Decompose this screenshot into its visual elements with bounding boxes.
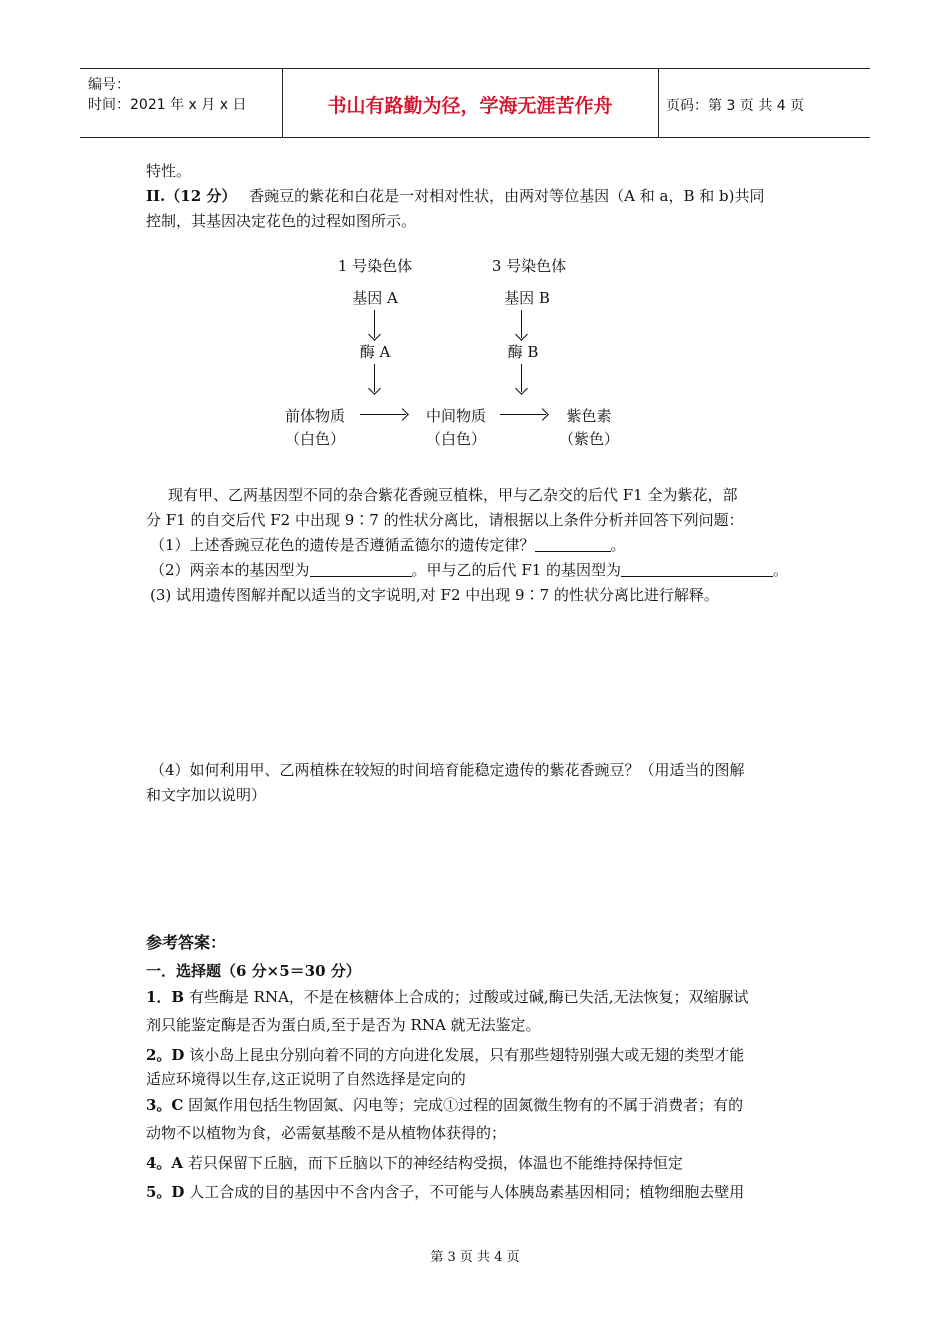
- answer-number: 1．B: [146, 988, 185, 1006]
- number-label: 编号：: [88, 77, 130, 93]
- section-label: II.（12 分）: [146, 187, 237, 205]
- header-meta: [88, 75, 246, 115]
- enzyme-a-label: 酶 A: [359, 343, 391, 361]
- answer-5: [146, 1181, 744, 1203]
- answer-3: [146, 1094, 743, 1116]
- header-divider: [658, 69, 659, 137]
- question-2-text: （2）两亲本的基因型为: [150, 561, 310, 579]
- chromosome-1-label: 1 号染色体: [337, 257, 413, 275]
- text-line: 分 F1 的自交后代 F2 中出现 9∶7 的性状分离比，请根据以上条件分析并回答下列问题：: [146, 511, 744, 529]
- text-line: 控制，其基因决定花色的过程如图所示。: [146, 212, 417, 230]
- intro-text: 香豌豆的紫花和白花是一对相对性状，由两对等位基因（A 和 a，B 和 b)共同: [249, 187, 765, 205]
- answers-section-title: 一．选择题（6 分×5＝30 分）: [146, 962, 361, 980]
- answer-4: [146, 1152, 683, 1174]
- text-line: 适应环境得以生存,这正说明了自然选择是定向的: [146, 1070, 466, 1088]
- answer-text: 固氮作用包括生物固氮、闪电等；完成①过程的固氮微生物有的不属于消费者；有的: [188, 1096, 744, 1114]
- question-2-text: 。甲与乙的后代 F1 的基因型为: [411, 561, 622, 579]
- text-line: 动物不以植物为食，必需氨基酸不是从植物体获得的；: [146, 1124, 507, 1142]
- answer-1: [146, 986, 748, 1008]
- arrow-down-icon: [374, 310, 375, 338]
- arrow-right-icon: [360, 414, 406, 415]
- intermediate-label: 中间物质: [425, 407, 486, 425]
- intermediate-color-label: （白色）: [425, 430, 486, 448]
- text-line: 和文字加以说明）: [146, 786, 267, 804]
- answer-number: 2。D: [146, 1046, 185, 1064]
- gene-a-label: 基因 A: [352, 289, 398, 307]
- page-header: [80, 68, 870, 138]
- gene-b-label: 基因 B: [504, 289, 550, 307]
- punctuation: 。: [610, 536, 626, 554]
- arrow-down-icon: [521, 364, 522, 392]
- pigment-label: 紫色素: [566, 407, 612, 425]
- answer-text: 该小岛上昆虫分别向着不同的方向进化发展，只有那些翅特别强大或无翅的类型才能: [189, 1046, 745, 1064]
- answer-text: 人工合成的目的基因中不含内含子，不可能与人体胰岛素基因相同；植物细胞去壁用: [189, 1183, 745, 1201]
- question-2: [150, 559, 788, 581]
- precursor-label: 前体物质: [284, 407, 345, 425]
- arrow-down-icon: [521, 310, 522, 338]
- answer-number: 5。D: [146, 1183, 185, 1201]
- answer-number: 3。C: [146, 1096, 184, 1114]
- answer-text: 有些酶是 RNA，不是在核糖体上合成的；过酸或过碱,酶已失活,无法恢复；双缩脲试: [188, 988, 749, 1006]
- arrow-right-icon: [500, 414, 546, 415]
- page-footer: 第 3 页 共 4 页: [430, 1250, 520, 1265]
- header-page-info: 页码：第 3 页 共 4 页: [666, 98, 805, 114]
- question-1-text: （1）上述香豌豆花色的遗传是否遵循孟德尔的遗传定律？: [150, 536, 535, 554]
- answer-blank[interactable]: [621, 561, 773, 577]
- question-4: （4）如何利用甲、乙两植株在较短的时间培育能稳定遗传的紫花香豌豆？（用适当的图解: [150, 761, 745, 779]
- answer-text: 若只保留下丘脑，而下丘脑以下的神经结构受损，体温也不能维持保持恒定: [187, 1154, 683, 1172]
- arrow-down-icon: [374, 364, 375, 392]
- punctuation: 。: [773, 561, 789, 579]
- question-intro: [146, 185, 764, 207]
- chromosome-3-label: 3 号染色体: [491, 257, 567, 275]
- enzyme-b-label: 酶 B: [507, 343, 539, 361]
- answer-2: [146, 1044, 744, 1066]
- precursor-color-label: （白色）: [284, 430, 345, 448]
- header-motto: 书山有路勤为径，学海无涯苦作舟: [327, 95, 613, 117]
- question-1: [150, 534, 626, 556]
- text-line: 现有甲、乙两基因型不同的杂合紫花香豌豆植株，甲与乙杂交的后代 F1 全为紫花，部: [168, 486, 738, 504]
- answers-title: 参考答案：: [146, 933, 227, 952]
- time-label: 时间：2021 年 x 月 x 日: [88, 97, 247, 113]
- answer-blank[interactable]: [535, 536, 611, 552]
- question-3: (3) 试用遗传图解并配以适当的文字说明,对 F2 中出现 9∶7 的性状分离比进行解释。: [150, 586, 719, 604]
- pigment-color-label: （紫色）: [558, 430, 619, 448]
- answer-number: 4。A: [146, 1154, 184, 1172]
- text-line: 剂只能鉴定酶是否为蛋白质,至于是否为 RNA 就无法鉴定。: [146, 1016, 541, 1034]
- text-line: 特性。: [146, 162, 192, 180]
- answer-blank[interactable]: [310, 561, 412, 577]
